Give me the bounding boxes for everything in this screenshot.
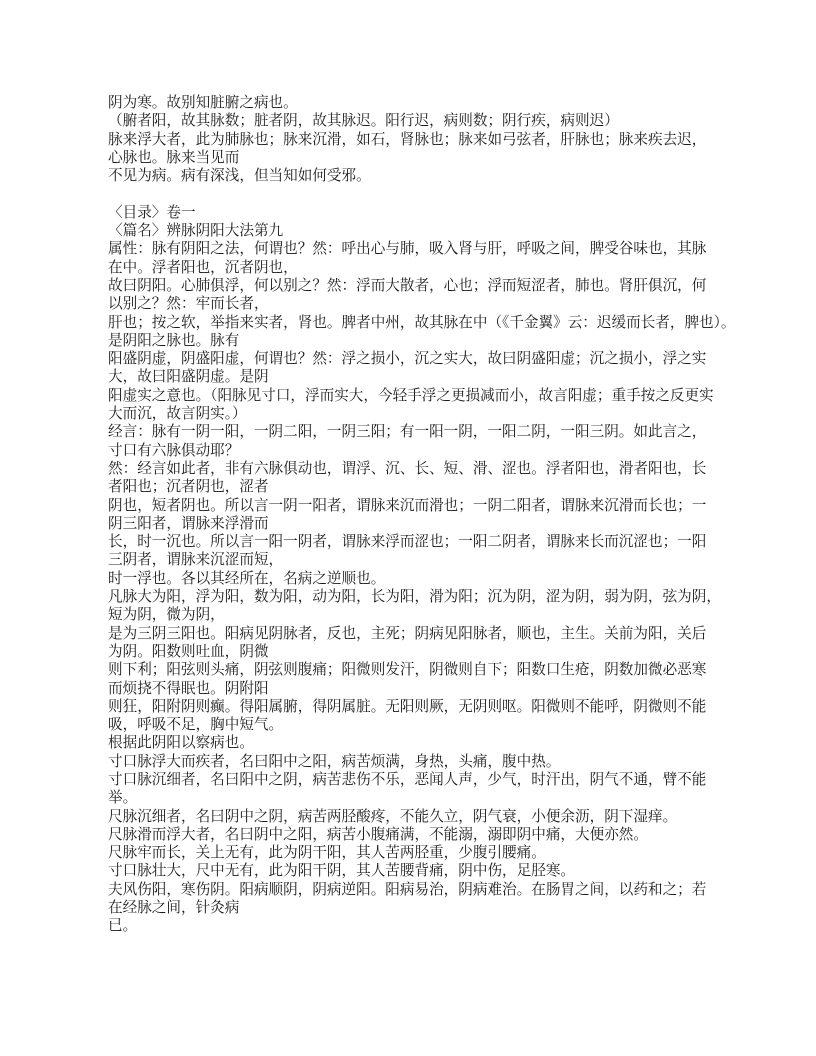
text-line: 尺脉沉细者，名曰阴中之阴，病苦两胫酸疼，不能久立，阴气衰，小便余沥，阴下湿痒。 — [108, 807, 678, 825]
text-line: 然：经言如此者，非有六脉俱动也，谓浮、沉、长、短、滑、涩也。浮者阳也，滑者阳也，长 — [108, 459, 707, 477]
text-line: 故曰阴阳。心肺俱浮，何以别之？然：浮而大散者，心也；浮而短涩者，肺也。肾肝俱沉，何 — [108, 276, 707, 294]
text-line: 长，时一沉也。所以言一阳一阴者，谓脉来浮而涩也；一阳二阴者，谓脉来长而沉涩也；一阳 — [108, 533, 707, 551]
text-line: 吸，呼吸不足，胸中短气。 — [108, 716, 284, 734]
text-line: （腑者阳，故其脉数；脏者阴，故其脉迟。阳行迟，病则数；阴行疾，病则迟） — [108, 112, 619, 130]
text-line: 根据此阴阳以察病也。 — [108, 734, 254, 752]
text-line: 肝也；按之软，举指来实者，肾也。脾者中州，故其脉在中（《千金翼》云：迟缓而长者，脾也）。 — [108, 313, 736, 331]
text-line: 者阳也；沉者阴也，涩者 — [108, 478, 269, 496]
text-line: 阴也，短者阴也。所以言一阴一阳者，谓脉来沉而滑也；一阴二阳者，谓脉来沉滑而长也；一 — [108, 496, 707, 514]
text-line: 大，故曰阳盛阴虚。是阴 — [108, 368, 269, 386]
text-line: 属性：脉有阴阳之法，何谓也？然：呼出心与肺，吸入肾与肝，呼吸之间，脾受谷味也，其脉 — [108, 240, 707, 258]
text-line: 则狂，阳附阴则癫。得阳属腑，得阴属脏。无阳则厥，无阴则呕。阳微则不能呼，阴微则不能 — [108, 697, 707, 715]
text-line: 在经脉之间，针灸病 — [108, 899, 240, 917]
text-line: 阳盛阴虚，阴盛阳虚，何谓也？然：浮之损小，沉之实大，故曰阴盛阳虚；沉之损小，浮之实 — [108, 350, 707, 368]
text-line: 尺脉牢而长，关上无有，此为阴干阳，其人苦两胫重，少腹引腰痛。 — [108, 844, 546, 862]
text-line: 阴为寒。故别知脏腑之病也。 — [108, 94, 298, 111]
text-line: 经言：脉有一阴一阳，一阴二阳，一阴三阳；有一阳一阴，一阳二阴，一阳三阴。如此言之， — [108, 423, 707, 441]
text-line: 阳虚实之意也。（阳脉见寸口，浮而实大，今轻手浮之更损减而小，故言阳虚；重手按之反更实 — [108, 386, 714, 404]
document-page — [108, 94, 736, 936]
text-line: 大而沉，故言阴实。） — [108, 405, 247, 423]
text-line: 不见为病。病有深浅，但当知如何受邪。 — [108, 167, 371, 185]
text-line: 寸口脉壮大，尺中无有，此为阳干阴，其人苦腰背痛，阴中伤，足胫寒。 — [108, 862, 576, 880]
text-line: 脉来浮大者，此为肺脉也；脉来沉滑，如石，肾脉也；脉来如弓弦者，肝脉也；脉来疾去迟， — [108, 130, 707, 148]
text-line: 寸口有六脉俱动耶？ — [108, 441, 240, 459]
text-line: 三阴者，谓脉来沉涩而短， — [108, 551, 284, 569]
table-of-contents-heading: 〈目录〉卷一 — [108, 203, 196, 221]
text-line: 寸口脉沉细者，名曰阳中之阴，病苦悲伤不乐，恶闻人声，少气，时汗出，阴气不通，臂不能 — [108, 770, 707, 788]
text-line: 为阴。阳数则吐血，阴微 — [108, 642, 269, 660]
text-line: 寸口脉浮大而疾者，名曰阳中之阳，病苦烦满，身热，头痛，腹中热。 — [108, 752, 561, 770]
text-line: 举。 — [108, 789, 138, 807]
text-line: 阴三阳者，谓脉来浮滑而 — [108, 514, 269, 532]
blank-line — [108, 185, 718, 203]
text-line: 尺脉滑而浮大者，名曰阴中之阳，病苦小腹痛满，不能溺，溺即阴中痛，大便亦然。 — [108, 825, 648, 843]
text-line: 以别之？然：牢而长者， — [108, 295, 269, 313]
text-line: 短为阴，微为阴， — [108, 606, 225, 624]
text-line: 则下利；阳弦则头痛，阴弦则腹痛；阳微则发汗，阴微则自下；阳数口生疮，阴数加微必恶寒 — [108, 661, 707, 679]
text-line: 在中。浮者阳也，沉者阴也， — [108, 258, 298, 276]
text-line: 凡脉大为阳，浮为阳，数为阳，动为阳，长为阳，滑为阳；沉为阴，涩为阴，弱为阴，弦为阴， — [108, 588, 721, 606]
text-line: 已。 — [108, 917, 138, 935]
text-line: 时一浮也。各以其经所在，名病之逆顺也。 — [108, 569, 386, 587]
chapter-title: 〈篇名〉辨脉阴阳大法第九 — [108, 222, 284, 240]
text-line: 心脉也。脉来当见而 — [108, 148, 240, 166]
text-line: 而烦挠不得眠也。阴附阳 — [108, 679, 269, 697]
text-line: 是阴阳之脉也。脉有 — [108, 331, 240, 349]
text-line: 夫风伤阳，寒伤阴。阳病顺阴，阴病逆阳。阳病易治，阴病难治。在肠胃之间，以药和之；若 — [108, 880, 707, 898]
text-line: 是为三阴三阳也。阳病见阴脉者，反也，主死；阴病见阳脉者，顺也，主生。关前为阳，关后 — [108, 624, 707, 642]
